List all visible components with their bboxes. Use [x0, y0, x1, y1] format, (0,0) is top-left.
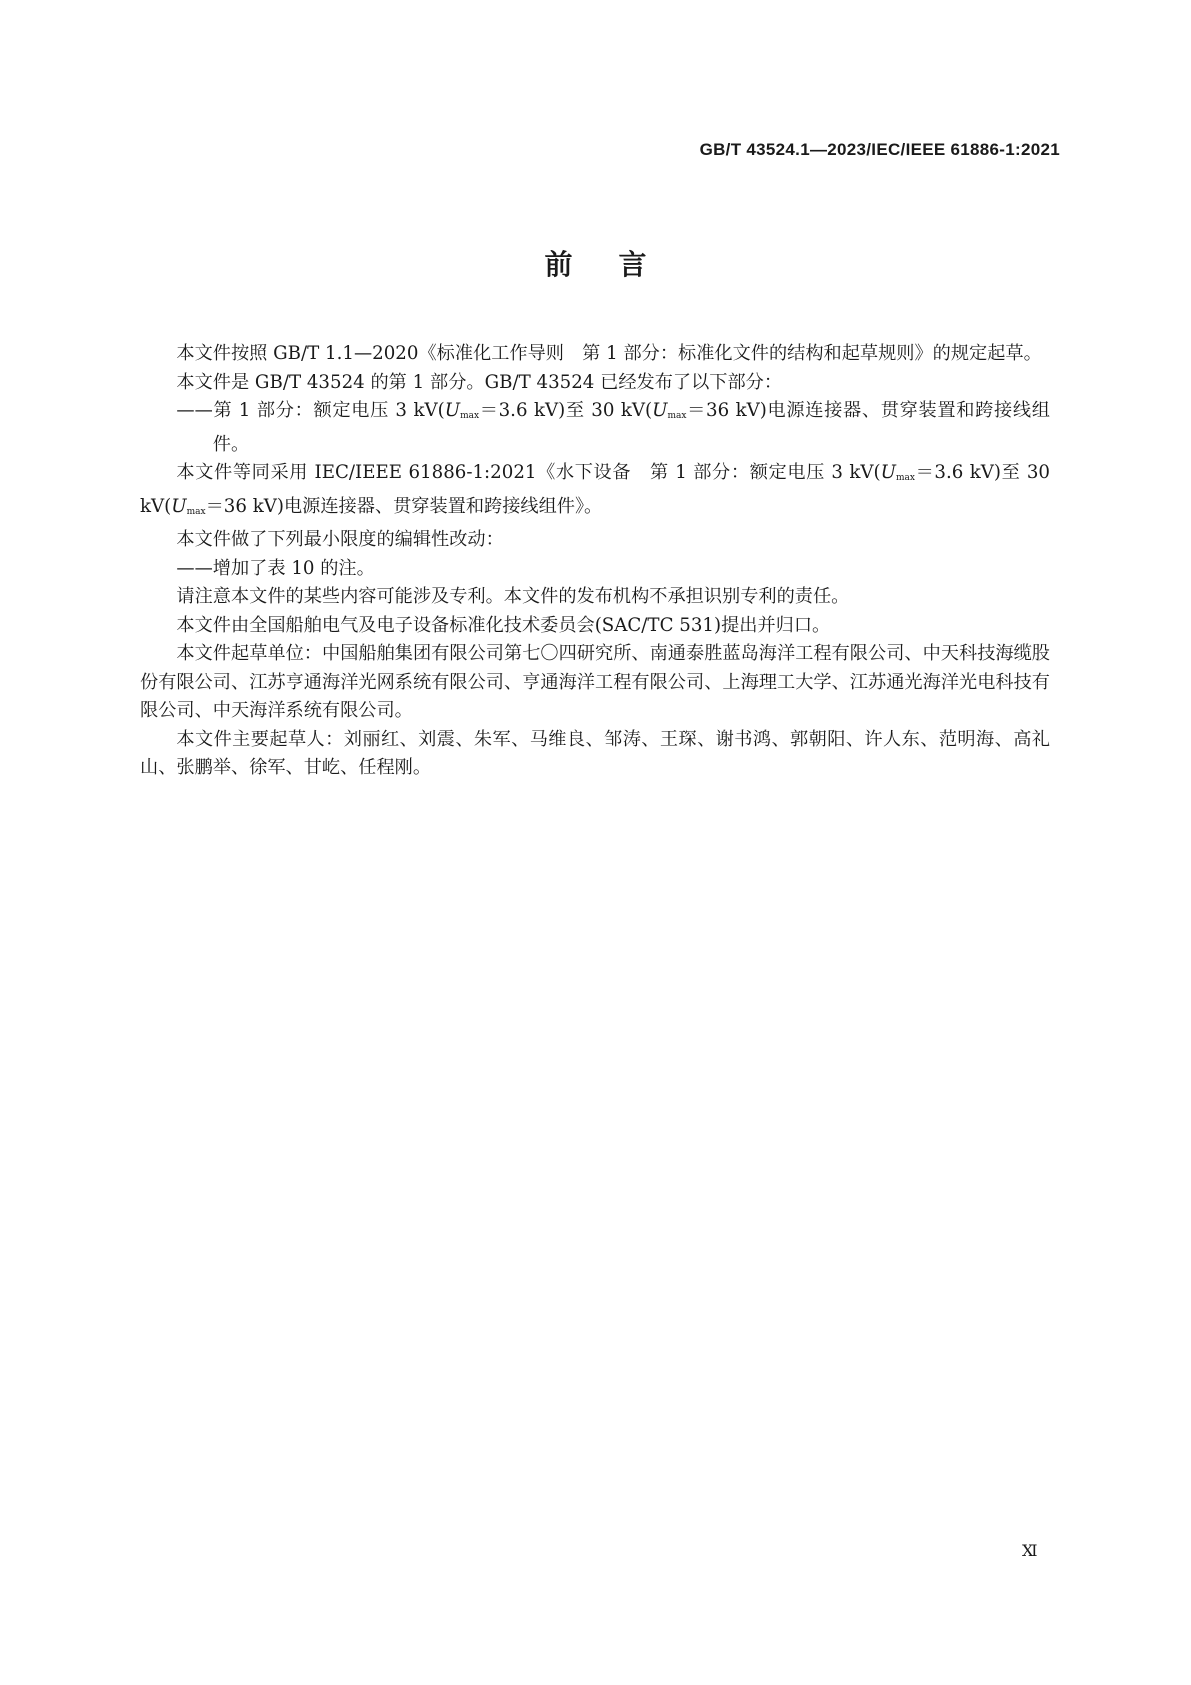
standard-number-header: GB/T 43524.1—2023/IEC/IEEE 61886-1:2021	[699, 140, 1060, 159]
voltage-symbol: U	[171, 495, 187, 517]
paragraph-editorial-changes: 本文件做了下列最小限度的编辑性改动：	[176, 529, 504, 550]
paragraph-drafting-rules: 本文件按照 GB/T 1.1—2020《标准化工作导则 第 1 部分：标准化文件的结构和起草规则》的规定起草。	[176, 343, 1042, 364]
voltage-symbol: U	[652, 400, 668, 421]
voltage-subscript: max	[667, 411, 687, 421]
list-item-table-note: ——增加了表 10 的注。	[176, 557, 375, 579]
page-number: Ⅺ	[1022, 1541, 1038, 1560]
paragraph-drafting-units: 本文件起草单位：中国船舶集团有限公司第七〇四研究所、南通泰胜蓝岛海洋工程有限公司、中天科技海缆股份有限公司、江苏亨通海洋光网系统有限公司、亨通海洋工程有限公司、上海理工大学、江苏通光海洋光电科技有限公司、中天海洋系统有限公司。	[140, 643, 1050, 721]
list-item-part-1	[140, 397, 1050, 459]
voltage-subscript: max	[895, 473, 915, 483]
text-segment: 本文件等同采用 IEC/IEEE 61886-1:2021《水下设备 第 1 部分：额定电压 3 kV(	[176, 462, 881, 483]
paragraph-equivalence	[140, 459, 1050, 526]
voltage-subscript: max	[186, 506, 206, 517]
foreword-body	[140, 340, 1050, 783]
text-segment: ＝36 kV)电源连接器、贯穿装置和跨接线组件。	[212, 400, 1050, 455]
text-segment: ＝3.6 kV)至 30 kV(	[479, 400, 653, 421]
text-segment: ＝3.6 kV)至 30 kV(	[140, 462, 1050, 517]
paragraph-committee: 本文件由全国船舶电气及电子设备标准化技术委员会(SAC/TC 531)提出并归口。	[176, 614, 831, 636]
paragraph-part-info: 本文件是 GB/T 43524 的第 1 部分。GB/T 43524 已经发布了以下部分：	[176, 371, 783, 393]
text-segment: ＝36 kV)电源连接器、贯穿装置和跨接线组件》。	[205, 495, 603, 517]
voltage-symbol: U	[444, 400, 461, 421]
text-segment: ——第 1 部分：额定电压 3 kV(	[176, 400, 445, 421]
voltage-subscript: max	[460, 411, 480, 421]
paragraph-patent-notice: 请注意本文件的某些内容可能涉及专利。本文件的发布机构不承担识别专利的责任。	[176, 586, 850, 607]
page-title: 前言	[544, 248, 693, 281]
paragraph-drafters: 本文件主要起草人：刘丽红、刘震、朱军、马维良、邹涛、王琛、谢书鸿、郭朝阳、许人东、范明海、高礼山、张鹏举、徐军、甘屹、任程刚。	[140, 728, 1050, 778]
voltage-symbol: U	[880, 462, 896, 483]
